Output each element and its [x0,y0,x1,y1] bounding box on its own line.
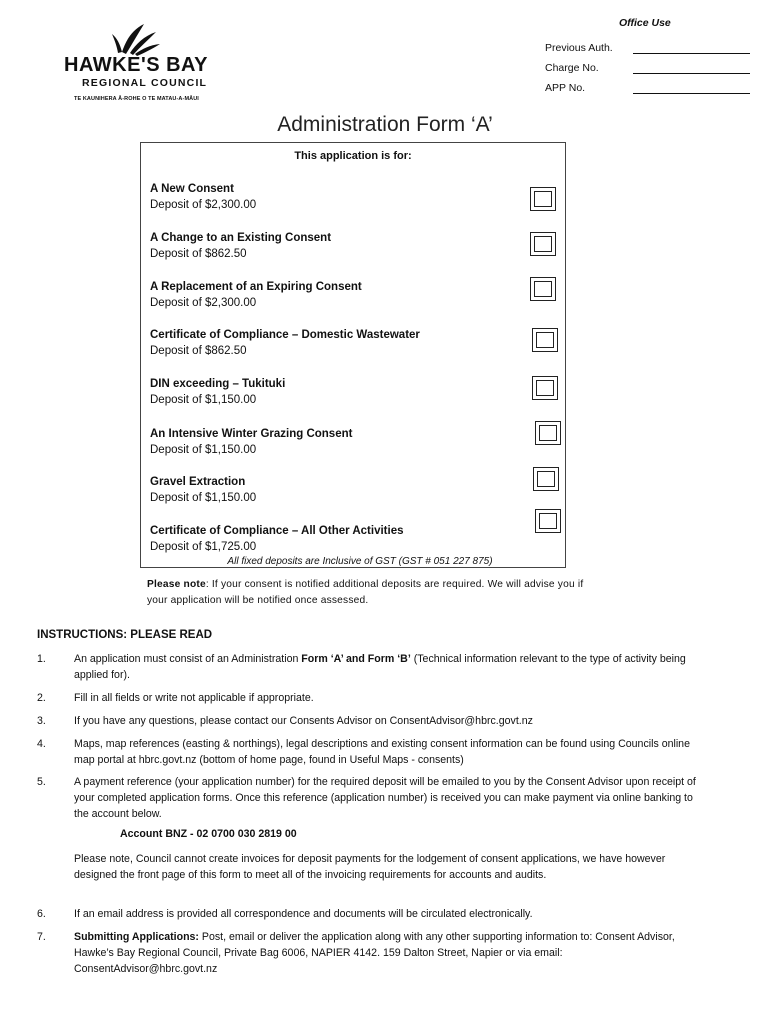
option-coc-domestic-wastewater [150,327,570,359]
instruction-text [74,929,702,977]
instruction-text [74,651,702,683]
checkbox-change-consent[interactable] [530,232,556,256]
charge-no-field[interactable] [633,73,750,74]
checkbox-winter-grazing[interactable] [535,421,561,445]
please-note-text: : If your consent is notified additional deposits are required. We will advise you if your application will be notified once assessed. [147,579,584,606]
instruction-item [37,906,702,922]
option-title: A Replacement of an Expiring Consent [150,281,362,293]
logo-subtitle: REGIONAL COUNCIL [82,77,208,89]
previous-auth-field[interactable] [633,53,750,54]
option-winter-grazing [150,426,570,458]
instructions-heading: INSTRUCTIONS: PLEASE READ [37,629,213,641]
instruction-text-part: An application must consist of an Administration [74,653,302,665]
instruction-text: If an email address is provided all correspondence and documents will be circulated electronically. [74,908,533,920]
instruction-text: A payment reference (your application number) for the required deposit will be emailed to you by the Consent Advisor upon receipt of your completed application forms. Once this reference (application number) is received you can make payment via online banking to the account below. [74,776,696,820]
bank-account: Account BNZ - 02 0700 030 2819 00 [120,828,297,840]
application-heading: This application is for: [294,150,412,162]
option-replacement-consent [150,279,570,311]
checkbox-gravel-extraction[interactable] [533,467,559,491]
instruction-text: Maps, map references (easting & northings), legal descriptions and existing consent information can be found using Councils online map portal at hbrc.govt.nz (bottom of home page, found in Useful Maps - consents) [74,738,690,766]
option-new-consent [150,181,570,213]
option-deposit: Deposit of $2,300.00 [150,199,257,211]
logo-maori-name: TE KAUNIHERA Ā-ROHE O TE MATAU-A-MĀUI [74,96,199,102]
option-title: A Change to an Existing Consent [150,232,332,244]
logo-leaves-icon [112,24,160,56]
instruction-bold: Form ‘A’ and Form ‘B’ [301,653,411,665]
checkbox-coc-other-activities[interactable] [535,509,561,533]
instruction-number: 3. [37,715,46,727]
option-title: DIN exceeding – Tukituki [150,378,286,390]
instruction-number: 6. [37,908,46,920]
option-deposit: Deposit of $862.50 [150,345,247,357]
office-row-label: APP No. [545,82,586,94]
app-no-field[interactable] [633,93,750,94]
instruction-number: 7. [37,931,46,943]
option-title: Gravel Extraction [150,476,246,488]
checkbox-din-tukituki[interactable] [532,376,558,400]
option-din-tukituki [150,376,570,408]
option-change-consent [150,230,570,262]
instruction-number: 2. [37,692,46,704]
instruction-item [37,774,702,822]
option-coc-other-activities [150,523,570,555]
instruction-number: 1. [37,653,46,665]
option-deposit: Deposit of $862.50 [150,248,247,260]
option-gravel-extraction [150,474,570,506]
option-deposit: Deposit of $1,150.00 [150,394,257,406]
instruction-bold: Submitting Applications: [74,931,199,943]
option-title: An Intensive Winter Grazing Consent [150,428,353,440]
instruction-item [37,929,702,977]
option-title: A New Consent [150,183,234,195]
instruction-item [37,651,702,683]
checkbox-new-consent[interactable] [530,187,556,211]
gst-note: All fixed deposits are Inclusive of GST (GST # 051 227 875) [227,556,493,567]
instruction-number: 4. [37,738,46,750]
please-note [147,577,587,609]
instruction-item [37,690,702,706]
logo-name: HAWKE'S BAY [64,54,208,76]
office-row-label: Charge No. [545,62,599,74]
please-note-label: Please note [147,579,206,590]
option-deposit: Deposit of $1,725.00 [150,541,257,553]
instruction-number: 5. [37,776,46,788]
checkbox-coc-domestic-wastewater[interactable] [532,328,558,352]
instruction-text: Fill in all fields or write not applicable if appropriate. [74,692,314,704]
instruction-item [37,713,702,729]
option-title: Certificate of Compliance – All Other Activities [150,525,404,537]
office-row-label: Previous Auth. [545,42,613,54]
instruction-text: If you have any questions, please contact our Consents Advisor on ConsentAdvisor@hbrc.govt.nz [74,715,533,727]
checkbox-replacement-consent[interactable] [530,277,556,301]
instruction-text-part: Post, email or deliver the application along with any other supporting information to: Consent Advisor, Hawke’s Bay Regional Council, Private Bag 6006, NAPIER 4142. 159 Dalton Street, Napier or via email: ConsentAdvisor@hbrc.govt.nz [74,931,675,975]
invoice-note: Please note, Council cannot create invoices for deposit payments for the lodgement of consent applications, we have however designed the front page of this form to meet all of the invoicing requirements for accounts and audits. [74,853,666,881]
instruction-text-part: (Technical information relevant to the type of activity being applied for). [74,653,686,681]
form-title: Administration Form ‘A’ [277,113,493,136]
option-title: Certificate of Compliance – Domestic Wastewater [150,329,420,341]
office-use-title: Office Use [619,17,671,29]
option-deposit: Deposit of $1,150.00 [150,444,257,456]
option-deposit: Deposit of $1,150.00 [150,492,257,504]
option-deposit: Deposit of $2,300.00 [150,297,257,309]
instruction-item [37,736,702,768]
